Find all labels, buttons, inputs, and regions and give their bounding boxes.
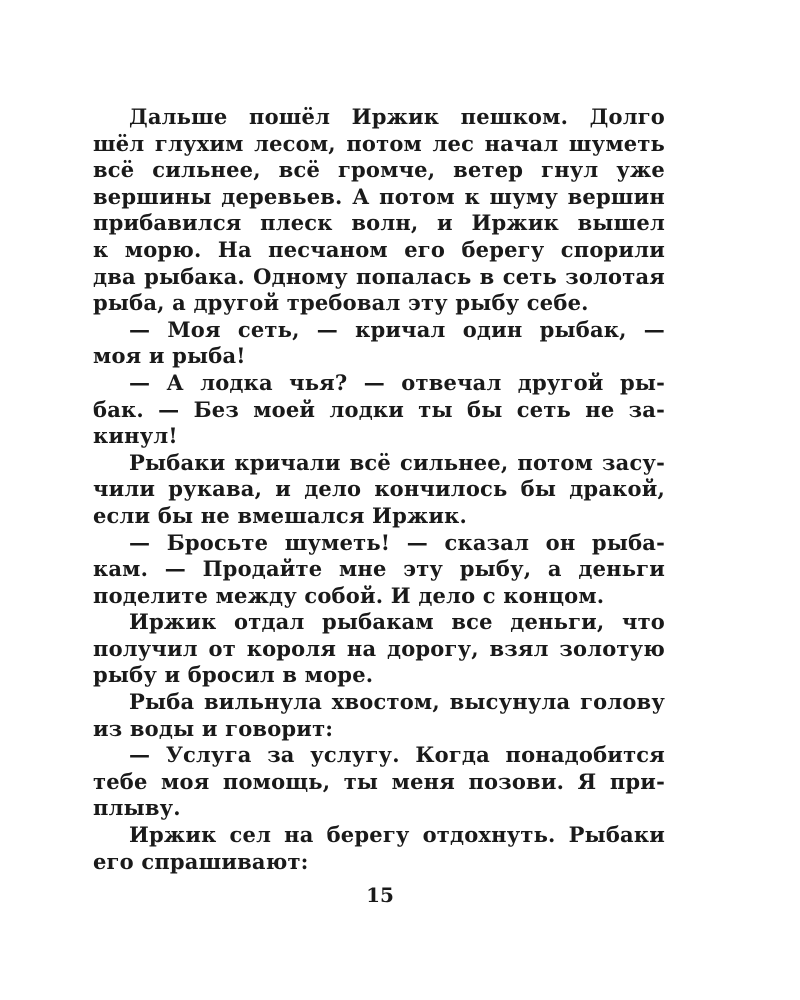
text-line: два рыбака. Одному попалась в сеть золотая — [93, 263, 665, 289]
text-line: плыву. — [93, 795, 181, 821]
text-line: — Бросьте шуметь! — сказал он рыба- — [129, 529, 665, 555]
text-line: кинул! — [93, 423, 178, 449]
text-line: Рыбаки кричали всё сильнее, потом засу- — [129, 449, 665, 475]
text-line: — Услуга за услугу. Когда понадобится — [129, 742, 665, 768]
text-line: тебе моя помощь, ты меня позови. Я при- — [93, 768, 665, 794]
text-line: поделите между собой. И дело с концом. — [93, 582, 605, 608]
text-line: Иржик отдал рыбакам все деньги, что — [129, 609, 665, 635]
text-line: Рыба вильнула хвостом, высунула голову — [129, 689, 665, 715]
text-line: рыбу и бросил в море. — [93, 662, 374, 688]
text-line: шёл глухим лесом, потом лес начал шуметь — [93, 130, 665, 156]
text-line: моя и рыба! — [93, 343, 246, 369]
text-line: Иржик сел на берегу отдохнуть. Рыбаки — [129, 822, 665, 848]
body-text — [93, 104, 665, 875]
text-line: получил от короля на дорогу, взял золотую — [93, 635, 665, 661]
text-line: всё сильнее, всё громче, ветер гнул уже — [93, 157, 665, 183]
text-line: — А лодка чья? — отвечал другой ры- — [129, 369, 665, 395]
text-line: его спрашивают: — [93, 848, 309, 874]
text-line: прибавился плеск волн, и Иржик вышел — [93, 210, 665, 236]
text-line: Дальше пошёл Иржик пешком. Долго — [129, 104, 665, 129]
text-line: рыба, а другой требовал эту рыбу себе. — [93, 290, 589, 316]
text-line: если бы не вмешался Иржик. — [93, 502, 468, 528]
text-line: кам. — Продайте мне эту рыбу, а деньги — [93, 556, 665, 582]
text-line: к морю. На песчаном его берегу спорили — [93, 236, 665, 262]
page-number: 15 — [366, 883, 394, 907]
text-line: вершины деревьев. А потом к шуму вершин — [93, 183, 665, 209]
text-line: бак. — Без моей лодки ты бы сеть не за- — [93, 396, 665, 422]
text-line: — Моя сеть, — кричал один рыбак, — — [129, 316, 665, 342]
text-line: чили рукава, и дело кончилось бы дракой, — [93, 476, 665, 502]
text-line: из воды и говорит: — [93, 715, 334, 741]
